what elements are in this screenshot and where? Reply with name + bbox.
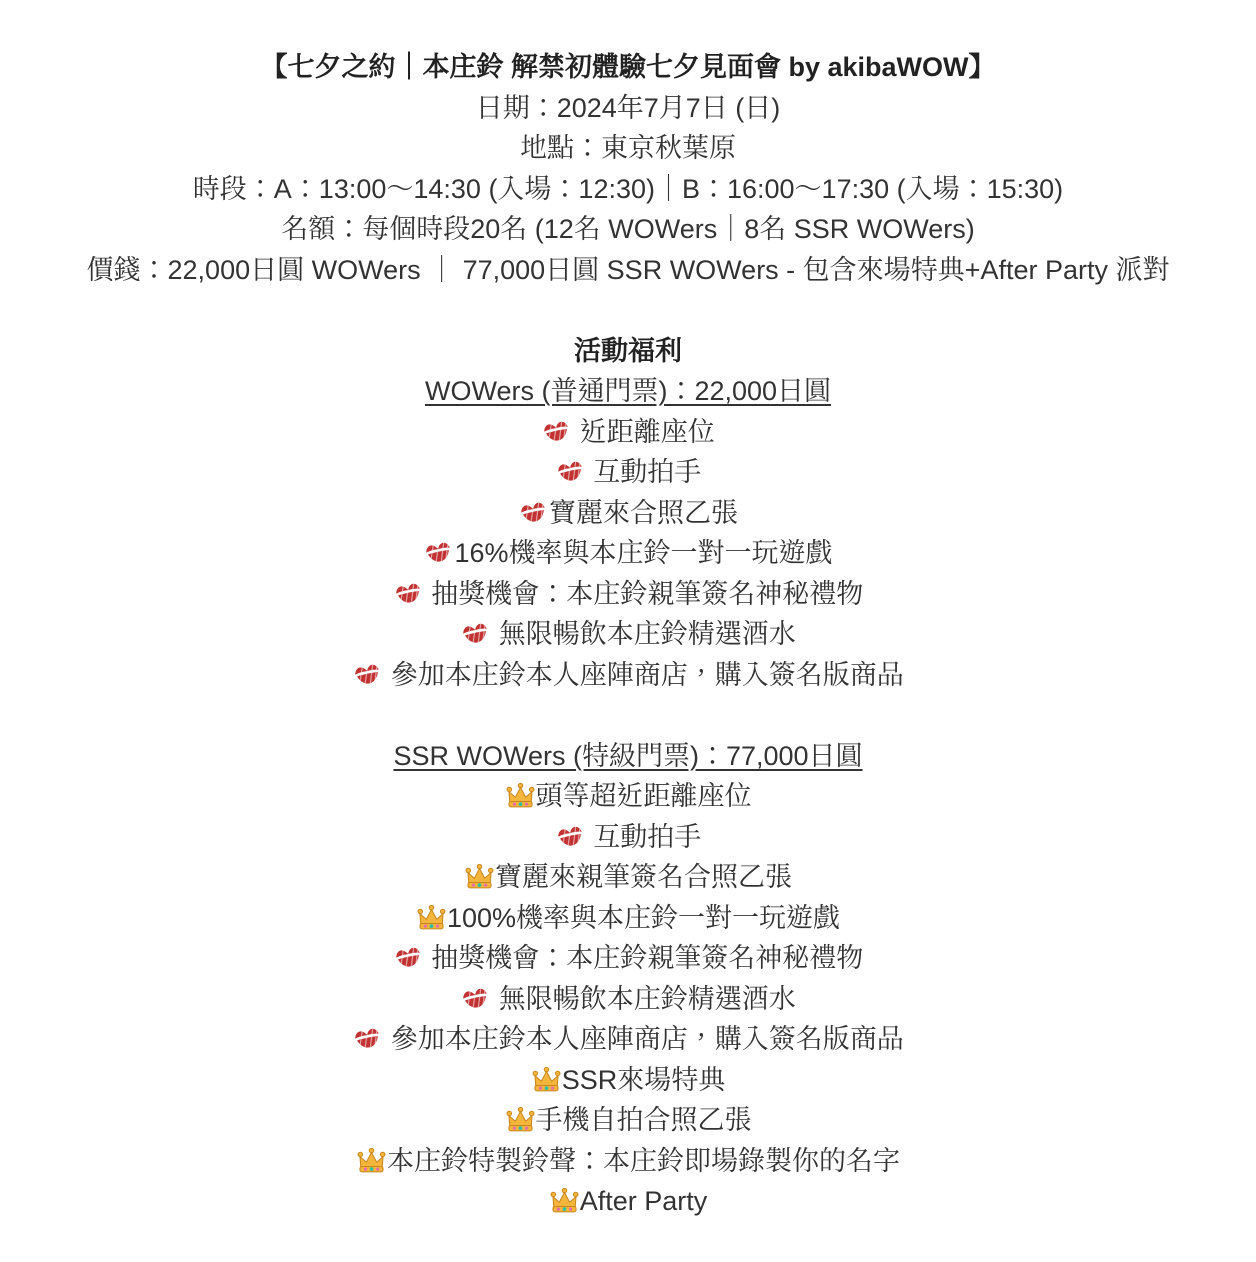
tier-heading-wowers: WOWers (普通門票)：22,000日圓 [424, 376, 832, 406]
benefit-text: 抽獎機會：本庄鈴親筆簽名神秘禮物 [423, 578, 864, 609]
benefit-item [20, 857, 1236, 898]
crown-icon [505, 1104, 536, 1135]
benefit-text: 抽獎機會：本庄鈴親筆簽名神秘禮物 [423, 943, 864, 973]
benefit-text: 近距離座位 [572, 416, 715, 447]
kiss-mark-icon [518, 497, 549, 528]
event-date: 日期：2024年7月7日 (日) [475, 92, 781, 123]
benefit-text: After Party [579, 1186, 708, 1216]
benefit-text: 16%機率與本庄鈴一對一玩遊戲 [454, 538, 833, 568]
benefit-item [20, 574, 1236, 615]
kiss-mark-icon [460, 618, 491, 649]
benefit-text: 頭等超近距離座位 [535, 781, 752, 811]
benefit-text: 無限暢飲本庄鈴精選酒水 [491, 983, 796, 1014]
crown-icon [416, 902, 447, 933]
benefit-item [20, 938, 1236, 979]
benefit-item [20, 1181, 1236, 1222]
benefit-text: 本庄鈴特製鈴聲：本庄鈴即場錄製你的名字 [387, 1145, 900, 1176]
benefit-text: 互動拍手 [585, 821, 702, 852]
crown-icon [356, 1145, 387, 1176]
benefit-item [20, 614, 1236, 655]
benefit-item [20, 1100, 1236, 1141]
benefit-item [20, 1141, 1236, 1182]
crown-icon [505, 780, 536, 811]
benefit-text: 參加本庄鈴本人座陣商店，購入簽名版商品 [383, 1024, 904, 1054]
benefit-item [20, 412, 1236, 453]
tier-heading-ssr-wowers: SSR WOWers (特級門票)：77,000日圓 [393, 740, 863, 771]
benefit-text: 無限暢飲本庄鈴精選酒水 [491, 619, 796, 649]
event-location: 地點：東京秋葉原 [520, 133, 736, 163]
event-price: 價錢：22,000日圓 WOWers ｜ 77,000日圓 SSR WOWers - 包含來場特典+After Party 派對 [86, 254, 1170, 285]
kiss-mark-icon [393, 942, 424, 973]
crown-icon [531, 1064, 562, 1095]
benefit-item [20, 979, 1236, 1020]
benefit-text: 手機自拍合照乙張 [535, 1105, 752, 1135]
benefit-item [20, 1060, 1236, 1101]
event-capacity: 名額：每個時段20名 (12名 WOWers｜8名 SSR WOWers) [281, 214, 975, 244]
event-time-slots: 時段：A：13:00～14:30 (入場：12:30)｜B：16:00～17:30 (入場：15:30) [192, 173, 1064, 204]
benefit-item [20, 452, 1236, 493]
benefit-text: 參加本庄鈴本人座陣商店，購入簽名版商品 [383, 659, 904, 690]
benefit-item [20, 493, 1236, 534]
benefit-item [20, 655, 1236, 696]
benefit-text: SSR來場特典 [561, 1064, 726, 1095]
benefit-text: 100%機率與本庄鈴一對一玩遊戲 [446, 902, 841, 933]
benefit-text: 互動拍手 [585, 457, 702, 487]
event-title: 【七夕之約｜本庄鈴 解禁初體驗七夕見面會 by akibaWOW】 [260, 52, 996, 82]
kiss-mark-icon [460, 983, 491, 1014]
benefits-heading: 活動福利 [574, 335, 682, 366]
benefit-item [20, 1019, 1236, 1060]
kiss-mark-icon [393, 578, 424, 609]
benefit-text: 寶麗來親筆簽名合照乙張 [495, 862, 792, 892]
kiss-mark-icon [555, 821, 586, 852]
crown-icon [549, 1185, 580, 1216]
kiss-mark-icon [423, 537, 454, 568]
crown-icon [464, 861, 495, 892]
kiss-mark-icon [555, 456, 586, 487]
benefit-item [20, 817, 1236, 858]
benefit-text: 寶麗來合照乙張 [549, 497, 738, 528]
kiss-mark-icon [352, 659, 383, 690]
kiss-mark-icon [541, 416, 572, 447]
kiss-mark-icon [352, 1023, 383, 1054]
benefit-item [20, 898, 1236, 939]
benefit-item [20, 776, 1236, 817]
benefit-item [20, 533, 1236, 574]
